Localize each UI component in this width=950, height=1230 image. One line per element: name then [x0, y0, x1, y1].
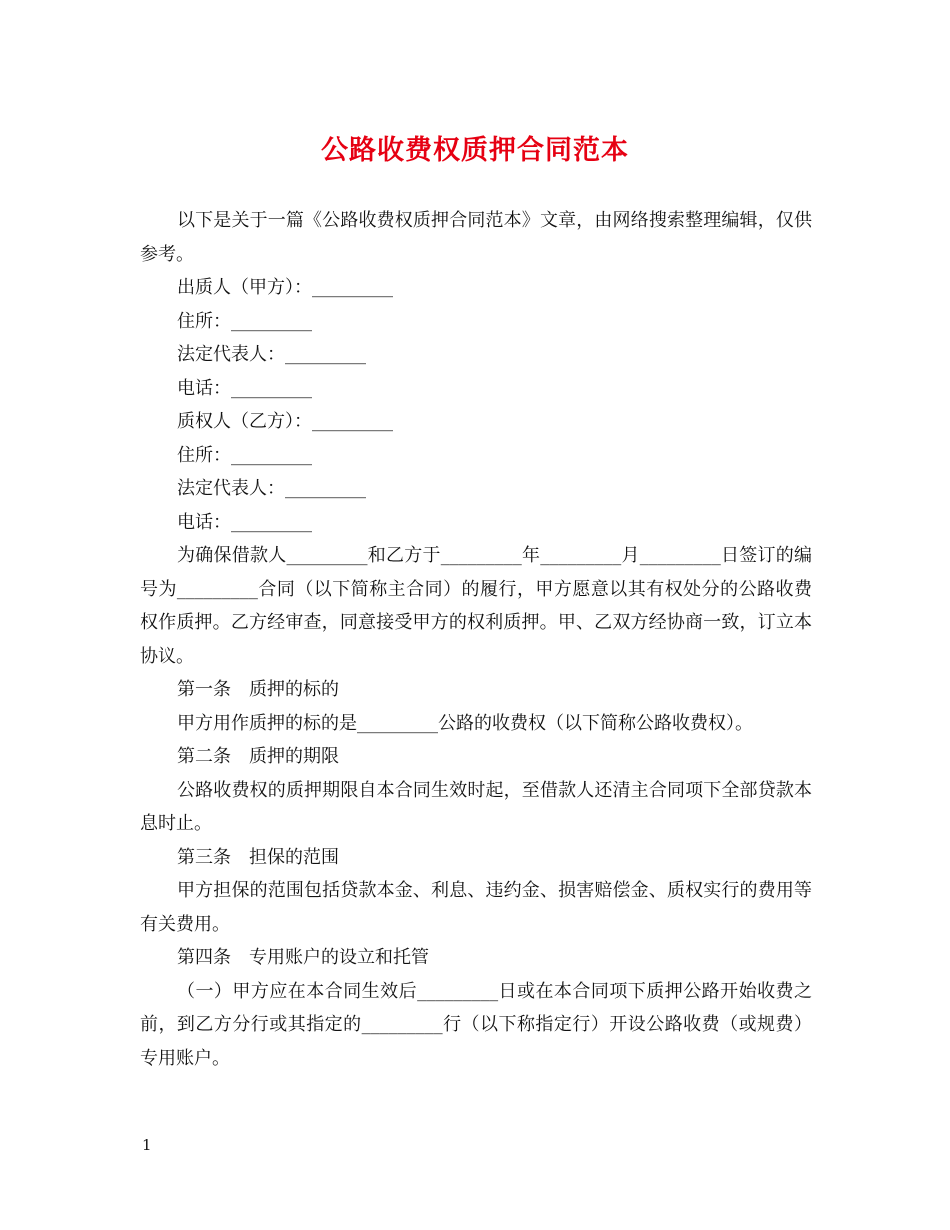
document-title: 公路收费权质押合同范本 [321, 135, 629, 166]
article-3-text: 甲方担保的范围包括贷款本金、利息、违约金、损害赔偿金、质权实行的费用等有关费用。 [140, 880, 812, 935]
page-number: 1 [142, 1136, 152, 1154]
article-2-heading: 第二条 质押的期限 [177, 746, 339, 767]
pledgee-phone-line: 电话：_________ [177, 511, 312, 533]
article-4-clause-1: （一）甲方应在本合同生效后_________日或在本合同项下质押公路开始收费之前，到乙方分行或其指定的_________行（以下称指定行）开设公路收费（或规费）专用账户。 [140, 980, 812, 1069]
preamble-paragraph: 为确保借款人_________和乙方于_________年_________月_________日签订的编号为_________合同（以下简称主合同）的履行，甲方愿意以其有权处分的公路收费权作质押。乙方经审查，同意接受甲方的权利质押。甲、乙双方经协商一致，订立本协议。 [140, 545, 812, 667]
pledgor-line: 出质人（甲方）：_________ [177, 277, 393, 298]
article-1-heading: 第一条 质押的标的 [177, 679, 339, 700]
pledgee-line: 质权人（乙方）：_________ [177, 411, 393, 432]
article-1-text: 甲方用作质押的标的是_________公路的收费权（以下简称公路收费权）。 [177, 712, 753, 734]
pledgee-representative-line: 法定代表人：_________ [177, 478, 366, 499]
article-2-text: 公路收费权的质押期限自本合同生效时起，至借款人还清主合同项下全部贷款本息时止。 [140, 779, 812, 834]
intro-paragraph: 以下是关于一篇《公路收费权质押合同范本》文章，由网络搜索整理编辑，仅供参考。 [140, 210, 812, 265]
document-body [140, 204, 812, 1075]
pledgee-address-line: 住所：_________ [177, 444, 312, 466]
pledgor-address-line: 住所：_________ [177, 310, 312, 332]
pledgor-representative-line: 法定代表人：_________ [177, 344, 366, 365]
article-4-heading: 第四条 专用账户的设立和托管 [177, 947, 429, 968]
pledgor-phone-line: 电话：_________ [177, 377, 312, 399]
article-3-heading: 第三条 担保的范围 [177, 846, 339, 868]
